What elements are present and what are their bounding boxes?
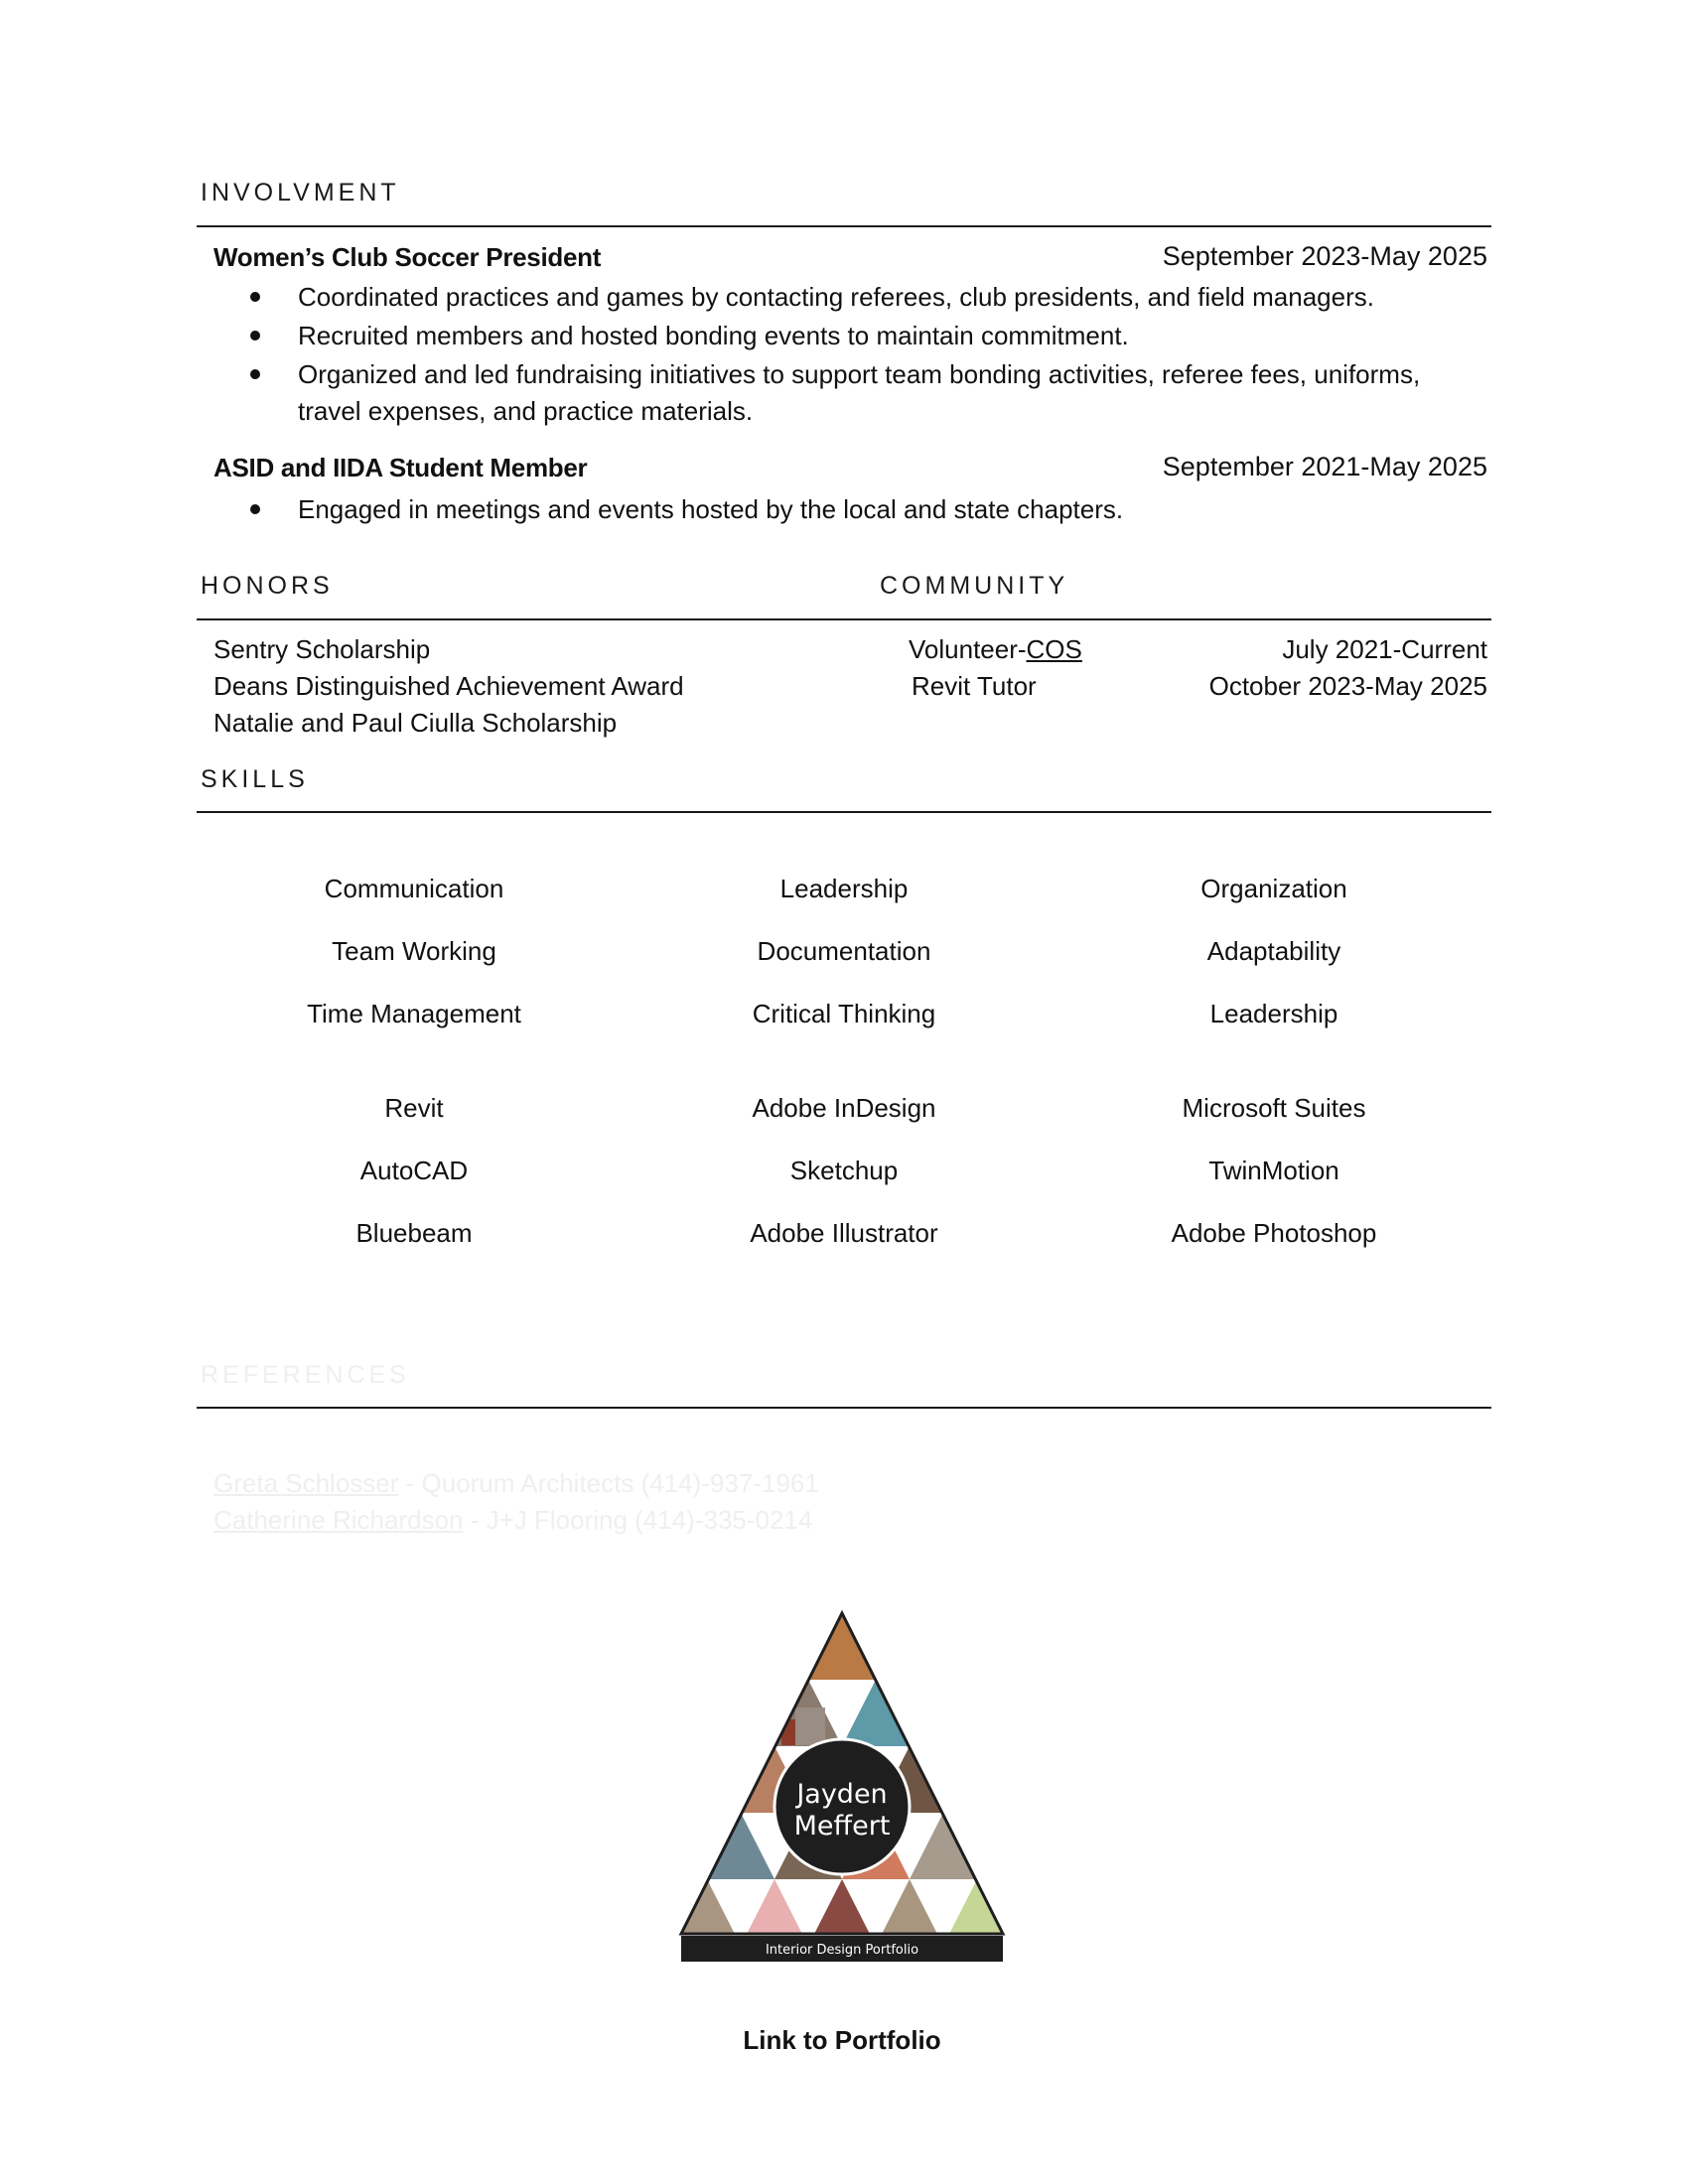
- skill-item: Communication: [324, 874, 504, 903]
- reference-name-link[interactable]: Greta Schlosser: [213, 1468, 399, 1498]
- bullet-icon: [250, 504, 260, 514]
- bullet-icon: [250, 369, 260, 379]
- cos-link[interactable]: COS: [1026, 634, 1082, 664]
- bullet-icon: [250, 331, 260, 341]
- reference-details: - J+J Flooring (414)-335-0214: [463, 1505, 813, 1535]
- community-label: Volunteer-: [909, 634, 1027, 664]
- bullet-text: Engaged in meetings and events hosted by the local and state chapters.: [298, 494, 1124, 524]
- references-heading: REFERENCES: [201, 1361, 410, 1389]
- skill-item: Adobe Photoshop: [1171, 1218, 1377, 1248]
- skill-item: Team Working: [332, 936, 496, 966]
- honor-item: Deans Distinguished Achievement Award: [213, 671, 684, 701]
- reference-item: [213, 1505, 812, 1536]
- honor-item: Sentry Scholarship: [213, 634, 431, 664]
- entry-dates: September 2021-May 2025: [1162, 452, 1487, 481]
- portfolio-link[interactable]: Link to Portfolio: [743, 2025, 941, 2055]
- skills-rule: [197, 811, 1491, 813]
- skill-item: Critical Thinking: [752, 999, 936, 1028]
- skill-item: Adobe InDesign: [752, 1093, 936, 1123]
- skill-item: Microsoft Suites: [1182, 1093, 1366, 1123]
- entry-dates: September 2023-May 2025: [1162, 241, 1487, 271]
- skill-item: Documentation: [757, 936, 931, 966]
- bullet-text: Organized and led fundraising initiatives to support team bonding activities, referee fees, uniforms,: [298, 359, 1421, 389]
- skill-item: Time Management: [307, 999, 521, 1028]
- reference-item: [213, 1468, 819, 1499]
- skill-item: Leadership: [779, 874, 909, 903]
- skill-item: Adaptability: [1206, 936, 1341, 966]
- skill-item: Adobe Illustrator: [750, 1218, 938, 1248]
- honor-item: Natalie and Paul Ciulla Scholarship: [213, 708, 618, 738]
- skills-heading: SKILLS: [201, 765, 309, 793]
- skill-item: Organization: [1200, 874, 1347, 903]
- logo-name-first: Jayden: [796, 1779, 888, 1810]
- entry-title: ASID and IIDA Student Member: [213, 453, 588, 482]
- community-dates: July 2021-Current: [1282, 634, 1487, 664]
- bullet-text: Recruited members and hosted bonding events to maintain commitment.: [298, 321, 1129, 350]
- bullet-text: Coordinated practices and games by contacting referees, club presidents, and field managers.: [298, 282, 1374, 312]
- logo-name-last: Meffert: [793, 1811, 891, 1842]
- community-dates: October 2023-May 2025: [1208, 671, 1487, 701]
- skill-item: Bluebeam: [355, 1218, 473, 1248]
- community-item: Revit Tutor: [912, 671, 1037, 701]
- skill-item: TwinMotion: [1208, 1156, 1339, 1185]
- community-item: [909, 634, 1082, 665]
- involvement-heading: INVOLVMENT: [201, 179, 400, 206]
- reference-details: - Quorum Architects (414)-937-1961: [398, 1468, 819, 1498]
- skill-item: AutoCAD: [359, 1156, 469, 1185]
- references-rule: [197, 1407, 1491, 1409]
- skill-item: Leadership: [1209, 999, 1338, 1028]
- skill-item: Revit: [384, 1093, 444, 1123]
- honors-rule: [197, 618, 1491, 620]
- logo-banner-text: Interior Design Portfolio: [765, 1943, 919, 1958]
- involvement-rule: [197, 225, 1491, 227]
- reference-name-link[interactable]: Catherine Richardson: [213, 1505, 464, 1535]
- bullet-icon: [250, 292, 260, 302]
- skill-item: Sketchup: [789, 1156, 899, 1185]
- honors-heading: HONORS: [201, 572, 334, 600]
- community-heading: COMMUNITY: [880, 572, 1069, 600]
- portfolio-logo: [678, 1608, 1006, 1968]
- bullet-text-continued: travel expenses, and practice materials.: [298, 396, 754, 426]
- entry-title: Women’s Club Soccer President: [213, 242, 602, 272]
